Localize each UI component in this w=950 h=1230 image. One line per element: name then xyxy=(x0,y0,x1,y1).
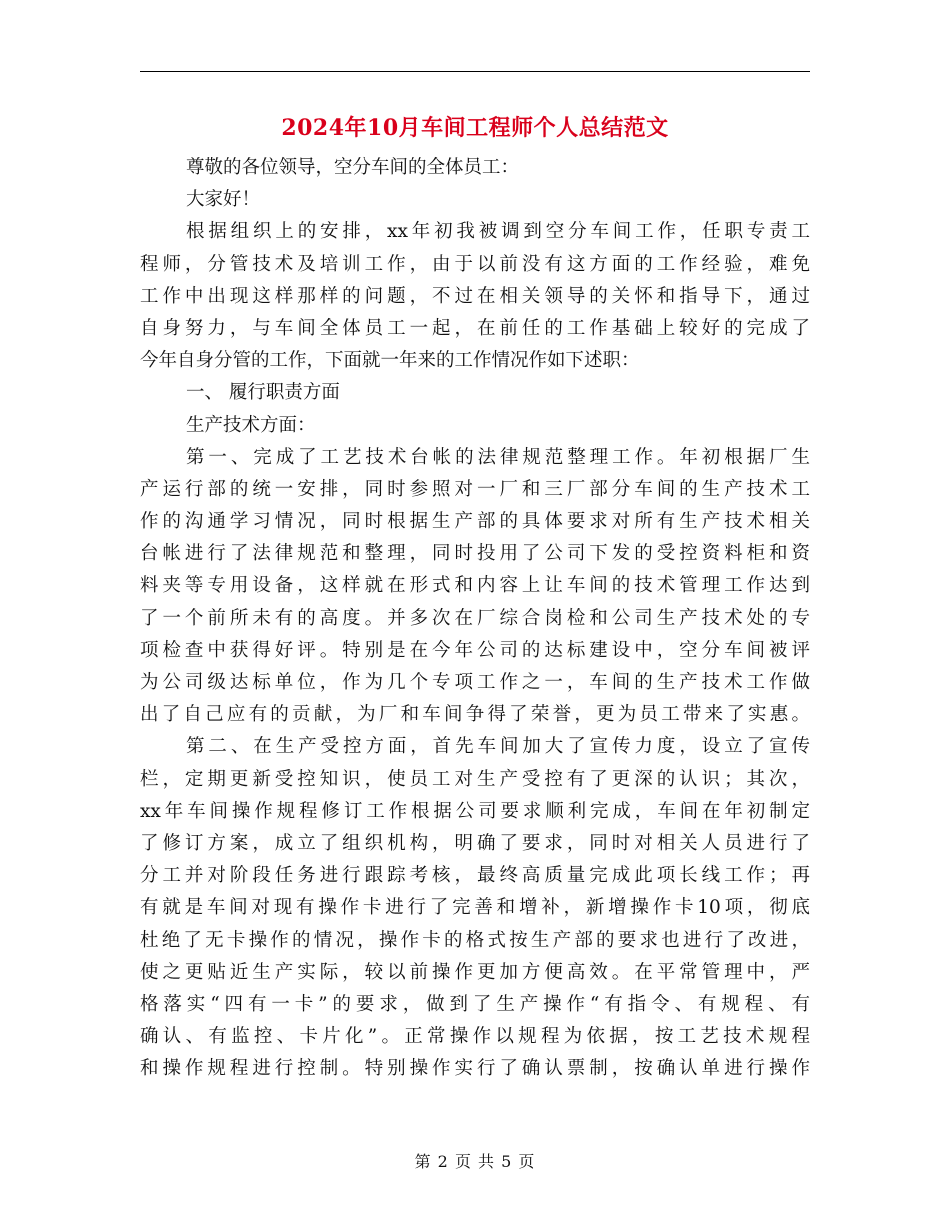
body-line: 生产技术方面： xyxy=(186,414,316,436)
body-line: 程师，分管技术及培训工作，由于以前没有这方面的工作经验，难免 xyxy=(140,253,810,275)
body-line: 使之更贴近生产实际，较以前操作更加方便高效。在平常管理中，严 xyxy=(140,961,810,983)
body-line: 第二、在生产受控方面，首先车间加大了宣传力度，设立了宣传 xyxy=(186,736,810,758)
body-line: 出了自己应有的贡献，为厂和车间争得了荣誉，更为员工带来了实惠。 xyxy=(140,704,810,726)
body-line: 确认、有监控、卡片化”。正常操作以规程为依据，按工艺技术规程 xyxy=(140,1026,810,1048)
body-line: 作的沟通学习情况，同时根据生产部的具体要求对所有生产技术相关 xyxy=(140,511,810,533)
header-rule xyxy=(140,71,810,72)
body-line: 尊敬的各位领导，空分车间的全体员工： xyxy=(186,157,520,178)
body-line: xx年车间操作规程修订工作根据公司要求顺利完成，车间在年初制定 xyxy=(140,800,810,822)
page-footer: 第 2 页 共 5 页 xyxy=(414,1152,536,1171)
body-line: 大家好！ xyxy=(186,189,261,211)
body-line: 一、 履行职责方面 xyxy=(186,382,340,404)
body-line: 自身努力，与车间全体员工一起，在前任的工作基础上较好的完成了 xyxy=(140,317,810,339)
document-title: 2024年10月车间工程师个人总结范文 xyxy=(281,115,669,141)
body-line: 分工并对阶段任务进行跟踪考核，最终高质量完成此项长线工作；再 xyxy=(140,865,810,887)
body-line: 为公司级达标单位，作为几个专项工作之一，车间的生产技术工作做 xyxy=(140,672,810,693)
body-line: 栏，定期更新受控知识，使员工对生产受控有了更深的认识；其次， xyxy=(140,768,810,790)
body-line: 根据组织上的安排，xx年初我被调到空分车间工作，任职专责工 xyxy=(186,221,810,243)
body-line: 今年自身分管的工作，下面就一年来的工作情况作如下述职： xyxy=(140,350,640,372)
body-line: 有就是车间对现有操作卡进行了完善和增补，新增操作卡10项，彻底 xyxy=(140,897,810,919)
body-line: 项检查中获得好评。特别是在今年公司的达标建设中，空分车间被评 xyxy=(140,639,810,661)
body-line: 了一个前所未有的高度。并多次在厂综合岗检和公司生产技术处的专 xyxy=(140,607,810,629)
body-line: 和操作规程进行控制。特别操作实行了确认票制，按确认单进行操作 xyxy=(140,1058,810,1080)
body-line: 格落实“四有一卡”的要求，做到了生产操作“有指令、有规程、有 xyxy=(140,993,810,1015)
body-line: 第一、完成了工艺技术台帐的法律规范整理工作。年初根据厂生 xyxy=(186,446,810,468)
body-line: 工作中出现这样那样的问题，不过在相关领导的关怀和指导下，通过 xyxy=(140,285,810,307)
document-body xyxy=(140,152,810,1085)
body-line: 产运行部的统一安排，同时参照对一厂和三厂部分车间的生产技术工 xyxy=(140,478,810,500)
body-line: 台帐进行了法律规范和整理，同时投用了公司下发的受控资料柜和资 xyxy=(140,543,810,565)
body-line: 杜绝了无卡操作的情况，操作卡的格式按生产部的要求也进行了改进， xyxy=(140,929,810,951)
body-line: 了修订方案，成立了组织机构，明确了要求，同时对相关人员进行了 xyxy=(140,832,810,854)
body-line: 料夹等专用设备，这样就在形式和内容上让车间的技术管理工作达到 xyxy=(140,575,810,597)
